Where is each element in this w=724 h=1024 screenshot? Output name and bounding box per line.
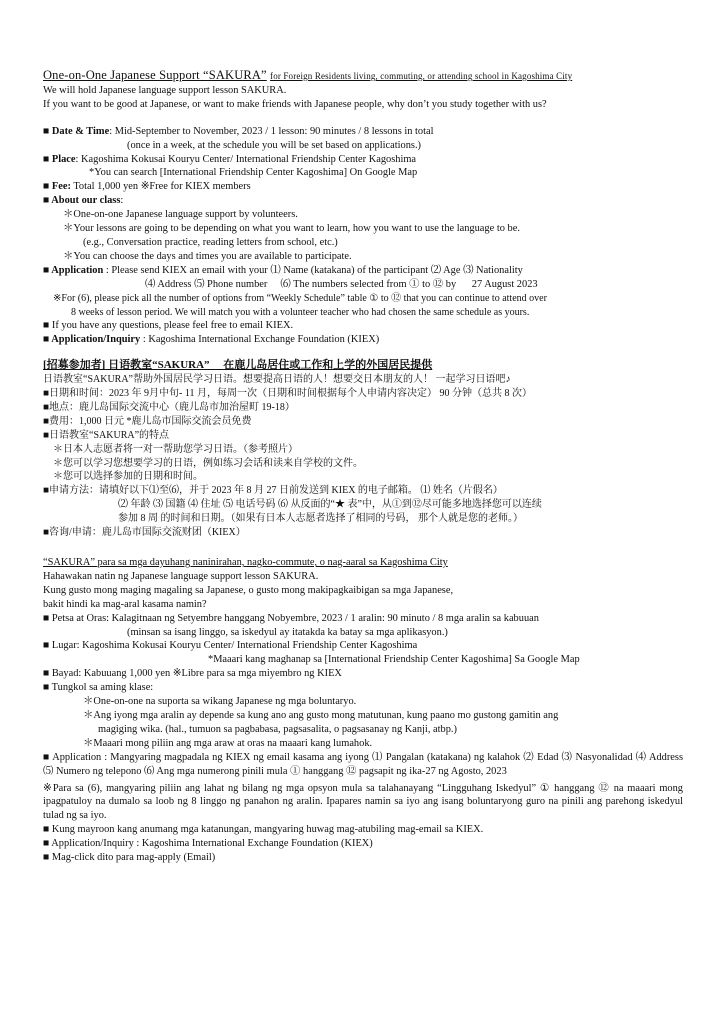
english-questions: ■ If you have any questions, please feel free to email KIEX. <box>43 320 294 332</box>
chinese-application-2: ⑵ 年龄 ⑶ 国籍 ⑷ 住址 ⑸ 电话号码 ⑹ 从反面的“★ 表”中，从①到⑫尽可能多地选择您可以连续 <box>118 499 542 511</box>
tagalog-class: ■ Tungkol sa aming klase: <box>43 682 154 694</box>
english-intro-1: We will hold Japanese language support lesson SAKURA. <box>43 84 287 96</box>
english-title-main: One-on-One Japanese Support “SAKURA” <box>43 68 267 82</box>
english-title-sub: for Foreign Residents living, commuting, or attending school in Kagoshima City <box>270 71 573 81</box>
chinese-feature-1: ＊日本人志愿者将一对一帮助您学习日语。（参考照片） <box>53 443 298 455</box>
tagalog-apply-link[interactable]: ■ Mag-click dito para mag-apply (Email) <box>43 852 216 864</box>
chinese-application-1: ■申请方法：请填好以下⑴至⑹，并于 2023 年 8 月 27 日前发送到 KIEX 的电子邮箱。 ⑴ 姓名（片假名） <box>43 485 503 497</box>
english-application-row <box>43 264 683 278</box>
application-label: ■ Application <box>43 264 104 276</box>
english-application-row-2: ⑷ Address ⑸ Phone number ⑹ The numbers selected from ① to ⑫ by 27 August 2023 <box>145 278 538 290</box>
inquiry-label: ■ Application/Inquiry <box>43 334 141 346</box>
fee-text: Total 1,000 yen ※Free for KIEX members <box>70 181 251 193</box>
chinese-title <box>43 359 683 373</box>
english-fee-row <box>43 180 683 194</box>
chinese-title-tag: [招募参加者] <box>43 359 106 372</box>
tagalog-class-2b: magiging wika. (hal., tumuon sa pagbabasa, pagsasalita, o pagsasanay ng Kanji, atbp.) <box>98 723 457 735</box>
tagalog-fee: ■ Bayad: Kabuuang 1,000 yen ※Libre para sa mga miyembro ng KIEX <box>43 668 342 680</box>
english-date-note: (once in a week, at the schedule you will be set based on applications.) <box>127 139 422 151</box>
english-application-note-1: ※For (6), please pick all the number of options from “Weekly Schedule” table ① to ⑫ that you can continue to attend over <box>53 292 547 304</box>
tagalog-section <box>43 556 683 865</box>
english-section <box>43 69 683 347</box>
english-about-3: ＊You can choose the days and times you are available to participate. <box>63 250 352 262</box>
tagalog-email: ■ Kung mayroon kang anumang mga katanungan, mangyaring huwag mag-atubiling mag-email sa KIEX. <box>43 824 484 836</box>
chinese-date: ■日期和时间：2023 年 9月中旬- 11 月，每周一次（日期和时间根据每个人申请内容决定） 90 分钟（总共 8 次） <box>43 388 532 400</box>
tagalog-class-3: ＊Maaari mong piliin ang mga araw at oras na maaari kang lumahok. <box>83 737 373 749</box>
place-text: : Kagoshima Kokusai Kouryu Center/ International Friendship Center Kagoshima <box>75 153 417 165</box>
english-title <box>43 69 683 84</box>
about-colon: : <box>120 195 124 207</box>
fee-label: ■ Fee: <box>43 181 71 193</box>
english-about-2b: (e.g., Conversation practice, reading letters from school, etc.) <box>83 236 338 248</box>
chinese-section <box>43 359 683 540</box>
tagalog-class-1: ＊One-on-one na suporta sa wikang Japanese ng mga boluntaryo. <box>83 696 357 708</box>
chinese-inquiry: ■咨询/申请：鹿儿岛市国际交流财团（KIEX） <box>43 527 246 539</box>
tagalog-title: “SAKURA” para sa mga dayuhang naninirahan, nagko-commute, o nag-aaral sa Kagoshima City <box>43 557 448 568</box>
flyer-page <box>43 69 683 865</box>
date-text: : Mid-September to November, 2023 / 1 lesson: 90 minutes / 8 lessons in total <box>109 125 434 137</box>
tagalog-date: ■ Petsa at Oras: Kalagitnaan ng Setyembre hanggang Nobyembre, 2023 / 1 aralin: 90 minuto / 8 mga aralin sa kabuuan <box>43 612 539 624</box>
chinese-features: ■日语教室“SAKURA”的特点 <box>43 429 170 441</box>
tagalog-class-2: ＊Ang iyong mga aralin ay depende sa kung ano ang gusto mong matutunan, kung paano mo gustong gamitin ang <box>83 709 559 721</box>
chinese-feature-2: ＊您可以学习您想要学习的日语，例如练习会话和读来自学校的文件。 <box>53 457 363 469</box>
tagalog-place: ■ Lugar: Kagoshima Kokusai Kouryu Center/ International Friendship Center Kagoshima <box>43 640 418 652</box>
english-about-1: ＊One-on-one Japanese language support by volunteers. <box>63 209 298 221</box>
english-about-2: ＊Your lessons are going to be depending on what you want to learn, how you want to use the language to be. <box>63 223 520 235</box>
english-place-row <box>43 153 683 167</box>
tagalog-intro-2: Kung gusto mong maging magaling sa Japanese, o gusto mong makipagkaibigan sa mga Japanese, <box>43 584 454 596</box>
inquiry-text: : Kagoshima International Exchange Foundation (KIEX) <box>140 334 380 346</box>
chinese-feature-3: ＊您可以选择参加的日期和时间。 <box>53 471 203 483</box>
tagalog-date-note: (minsan sa isang linggo, sa iskedyul ay itatakda ka batay sa mga aplikasyon.) <box>127 626 448 638</box>
tagalog-application: ■ Application : Mangyaring magpadala ng KIEX ng email kasama ang iyong ⑴ Pangalan (katakana) ng kalahok ⑵ Edad ⑶ Nasyonalidad ⑷ Address ⑸ Numero ng telepono ⑹ Ang mga numerong pinili mula ① hanggang ⑫ pagsapit ng ika-27 ng Agosto, 2023 <box>43 751 683 777</box>
chinese-place: ■地点：鹿儿岛国际交流中心（鹿儿岛市加治屋町 19-18） <box>43 401 295 413</box>
about-label: ■ About our class <box>43 195 121 207</box>
tagalog-inquiry: ■ Application/Inquiry : Kagoshima International Exchange Foundation (KIEX) <box>43 838 373 850</box>
english-about-row <box>43 194 683 208</box>
tagalog-intro-1: Hahawakan natin ng Japanese language support lesson SAKURA. <box>43 570 319 582</box>
place-label: ■ Place <box>43 153 76 165</box>
english-application-note-2: 8 weeks of lesson period. We will match you with a volunteer teacher who had chosen the same schedule as yours. <box>71 306 530 318</box>
chinese-intro: 日语教室“SAKURA”帮助外国居民学习日语。想要提高日语的人！想要交日本朋友的人！ 一起学习日语吧♪ <box>43 374 511 386</box>
english-date-row <box>43 125 683 139</box>
english-intro-2: If you want to be good at Japanese, or want to make friends with Japanese people, why don’t you study together with us? <box>43 98 547 110</box>
date-label: ■ Date & Time <box>43 125 110 137</box>
tagalog-note: ※Para sa (6), mangyaring piliin ang lahat ng bilang ng mga opsyon mula sa talahanayang “Lingguhang Iskedyul” ① hanggang ⑫ na maaari mong ipagpatuloy na dumalo sa loob ng 8 linggo ng panahon ng aralin. Ipapares namin sa iyo ang isang boluntaryong guro na pinili ang parehong iskedyul tulad ng sa iyo. <box>43 782 683 822</box>
english-place-note: *You can search [International Friendship Center Kagoshima] On Google Map <box>89 167 418 179</box>
chinese-title-main: 日语教室“SAKURA” 在鹿儿岛居住或工作和上学的外国居民提供 <box>105 359 433 372</box>
english-inquiry-row <box>43 333 683 347</box>
tagalog-intro-3: bakit hindi ka mag-aral kasama namin? <box>43 598 207 610</box>
application-text: : Please send KIEX an email with your ⑴ Name (katakana) of the participant ⑵ Age ⑶ Nationality <box>103 264 523 276</box>
chinese-application-3: 参加 8 周 的时间和日期。（如果有日本人志愿者选择了相同的号码， 那个人就是您的老师。） <box>118 513 523 525</box>
tagalog-place-note: *Maaari kang maghanap sa [International Friendship Center Kagoshima] Sa Google Map <box>208 654 580 666</box>
chinese-fee: ■费用：1,000 日元 *鹿儿岛市国际交流会员免费 <box>43 415 252 427</box>
